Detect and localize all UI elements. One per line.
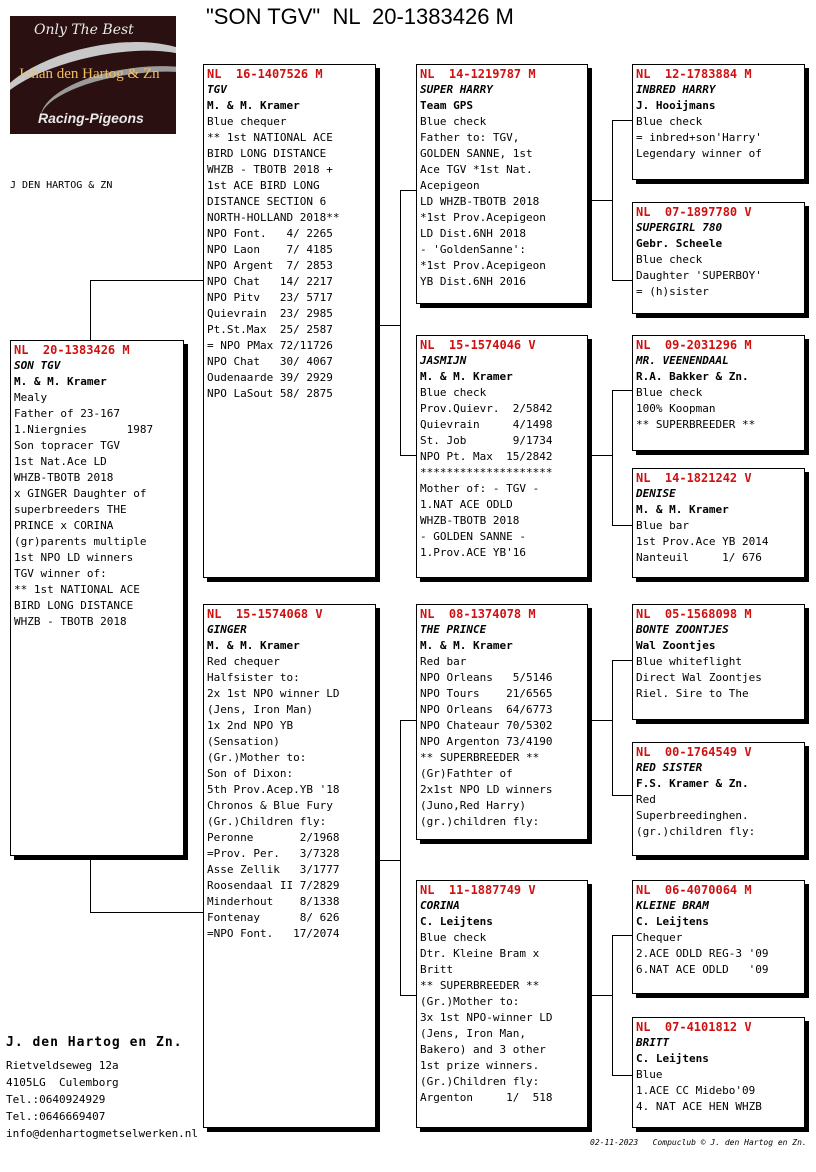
logo-tagline: Only The Best [34,22,134,38]
pigeon-detail-line: Legendary winner of [636,147,762,160]
pigeon-detail-line: ** 1st NATIONAL ACE [207,131,333,144]
pigeon-detail-line: x GINGER Daughter of [14,487,147,500]
breeder-name: M. & M. Kramer [420,639,513,652]
connector [400,720,417,721]
connector [612,120,632,121]
pigeon-detail-line: Red chequer [207,655,280,668]
connector [90,912,205,913]
pigeon-detail-line: Chequer [636,931,683,944]
pigeon-detail-line: Riel. Sire to The [636,687,749,700]
pigeon-name: THE PRINCE [420,623,487,636]
ring-number: NL 07-4101812 V [636,1020,752,1034]
pigeon-detail-line: 6.NAT ACE ODLD '09 [636,963,769,976]
connector [90,280,91,340]
ring-number: NL 14-1821242 V [636,471,752,485]
pigeon-detail-line: (Gr.)Children fly: [207,815,327,828]
pigeon-detail-line: DISTANCE SECTION 6 [207,195,327,208]
pigeon-detail-line: GOLDEN SANNE, 1st [420,147,533,160]
connector [588,455,612,456]
pigeon-detail-line: WHZB - TBOTB 2018 [14,615,127,628]
connector [376,860,400,861]
pigeon-detail-line: - 'GoldenSanne': [420,243,526,256]
pigeon-name: SUPERGIRL 780 [636,221,723,234]
ring-number: NL 16-1407526 M [207,67,323,81]
pigeon-detail-line: NORTH-HOLLAND 2018** [207,211,340,224]
pigeon-detail-line: YB Dist.6NH 2016 [420,275,526,288]
breeder-name: F.S. Kramer & Zn. [636,777,749,790]
pigeon-detail-line: 2x1st NPO LD winners [420,783,553,796]
pigeon-name: SUPER HARRY [420,83,493,96]
connector [376,325,400,326]
pigeon-card-father-father [416,64,588,304]
pigeon-card-mf-mother [632,742,805,856]
pigeon-detail-line: NPO Argent 7/ 2853 [207,259,333,272]
breeder-name: R.A. Bakker & Zn. [636,370,749,383]
pigeon-name: INBRED HARRY [636,83,716,96]
pigeon-detail-line: 1st Nat.Ace LD [14,455,107,468]
pigeon-detail-line: 1st NPO LD winners [14,551,134,564]
pigeon-detail-line: 2x 1st NPO winner LD [207,687,340,700]
breeder-name: C. Leijtens [420,915,493,928]
pigeon-detail-line: ** SUPERBREEDER ** [420,751,540,764]
pigeon-detail-line: superbreeders THE [14,503,127,516]
pigeon-detail-line: Bakero) and 3 other [420,1043,546,1056]
pigeon-detail-line: 1st ACE BIRD LONG [207,179,320,192]
pigeon-detail-line: 1st prize winners. [420,1059,540,1072]
pigeon-detail-line: (Gr)Fathter of [420,767,513,780]
pigeon-detail-line: NPO Chat 14/ 2217 [207,275,333,288]
pigeon-name: JASMIJN [420,354,467,367]
pigeon-detail-line: 1.Prov.ACE YB'16 [420,546,526,559]
pigeon-detail-line: Blue chequer [207,115,287,128]
pigeon-name: MR. VEENENDAAL [636,354,729,367]
pigeon-detail-line: *1st Prov.Acepigeon [420,211,546,224]
pigeon-detail-line: NPO Pt. Max 15/2842 [420,450,553,463]
pigeon-detail-line: Son of Dixon: [207,767,294,780]
pigeon-card-fm-father [632,335,805,451]
pigeon-detail-line: Mother of: - TGV - [420,482,540,495]
breeder-name: M. & M. Kramer [636,503,729,516]
pigeon-detail-line: *1st Prov.Acepigeon [420,259,546,272]
breeder-logo [10,16,176,134]
contact-name: J. den Hartog en Zn. [6,1035,183,1050]
ring-number: NL 15-1574068 V [207,607,323,621]
connector [612,660,613,795]
ring-number: NL 20-1383426 M [14,343,130,357]
ring-number: NL 12-1783884 M [636,67,752,81]
print-footer: 02-11-2023 Compuclub © J. den Hartog en Zn. [590,1138,807,1147]
pigeon-detail-line: Father to: TGV, [420,131,520,144]
connector [90,856,91,913]
pigeon-detail-line: Red bar [420,655,467,668]
pigeon-detail-line: St. Job 9/1734 [420,434,553,447]
pigeon-detail-line: Mealy [14,391,48,404]
breeder-name: M. & M. Kramer [420,370,513,383]
pigeon-detail-line: Blue check [636,253,703,266]
pigeon-detail-line: 100% Koopman [636,402,716,415]
pigeon-detail-line: NPO Orleans 5/5146 [420,671,553,684]
pigeon-card-subject [10,340,184,856]
pigeon-detail-line: Quievrain 23/ 2985 [207,307,333,320]
connector [612,390,613,525]
connector [612,935,632,936]
pigeon-detail-line: Oudenaarde 39/ 2929 [207,371,333,384]
pigeon-name: BONTE ZOONTJES [636,623,729,636]
ring-number: NL 07-1897780 V [636,205,752,219]
connector [612,935,613,1075]
pigeon-card-mother-mother [416,880,588,1128]
pigeon-detail-line: ******************** [420,466,553,479]
pigeon-detail-line: Father of 23-167 [14,407,120,420]
pigeon-detail-line: NPO Font. 4/ 2265 [207,227,333,240]
connector [612,525,632,526]
pigeon-detail-line: Red [636,793,656,806]
ring-number: NL 08-1374078 M [420,607,536,621]
pigeon-detail-line: Superbreedinghen. [636,809,749,822]
connector [400,190,401,455]
pigeon-name: BRITT [636,1036,670,1049]
pigeon-detail-line: Blue bar [636,519,689,532]
contact-address: Rietveldseweg 12a [6,1059,119,1072]
breeder-name: M. & M. Kramer [207,99,300,112]
pigeon-card-ff-mother [632,202,805,314]
ring-number: NL 14-1219787 M [420,67,536,81]
pigeon-detail-line: BIRD LONG DISTANCE [14,599,134,612]
pigeon-card-father [203,64,376,578]
pigeon-detail-line: NPO Chat 30/ 4067 [207,355,333,368]
pigeon-name: KLEINE BRAM [636,899,709,912]
pigeon-detail-line: Blue check [420,115,487,128]
pigeon-detail-line: Minderhout 8/1338 [207,895,340,908]
breeder-name: J. Hooijmans [636,99,716,112]
connector [612,280,632,281]
pigeon-detail-line: (gr.)children fly: [636,825,756,838]
pigeon-name: GINGER [207,623,247,636]
connector [400,720,401,995]
pigeon-detail-line: Ace TGV *1st Nat. [420,163,533,176]
connector [400,455,417,456]
pigeon-detail-line: =NPO Font. 17/2074 [207,927,340,940]
pigeon-detail-line: 5th Prov.Acep.YB '18 [207,783,340,796]
pigeon-detail-line: ** 1st NATIONAL ACE [14,583,140,596]
pigeon-card-mother-father [416,604,588,840]
pigeon-detail-line: Blue check [636,115,703,128]
connector [400,190,417,191]
pigeon-detail-line: (Jens, Iron Man) [207,703,313,716]
pigeon-detail-line: = inbred+son'Harry' [636,131,762,144]
pigeon-detail-line: Direct Wal Zoontjes [636,671,762,684]
breeder-name: Gebr. Scheele [636,237,723,250]
pigeon-detail-line: NPO Orleans 64/6773 [420,703,553,716]
pigeon-detail-line: LD Dist.6NH 2018 [420,227,526,240]
ring-number: NL 09-2031296 M [636,338,752,352]
pigeon-detail-line: TGV winner of: [14,567,107,580]
pigeon-card-mf-father [632,604,805,720]
connector [612,660,632,661]
pigeon-card-fm-mother [632,468,805,578]
pigeon-detail-line: 1x 2nd NPO YB [207,719,294,732]
contact-block [6,1034,198,1142]
pigeon-name: TGV [207,83,227,96]
pigeon-detail-line: Argenton 1/ 518 [420,1091,553,1104]
pigeon-detail-line: NPO Tours 21/6565 [420,687,553,700]
breeder-name: C. Leijtens [636,915,709,928]
contact-email: info@denhartogmetselwerken.nl [6,1127,199,1140]
breeder-name: Wal Zoontjes [636,639,716,652]
pigeon-detail-line: Roosendaal II 7/2829 [207,879,340,892]
pigeon-detail-line: Prov.Quievr. 2/5842 [420,402,553,415]
pigeon-detail-line: (Gr.)Mother to: [207,751,307,764]
pigeon-detail-line: Blue whiteflight [636,655,742,668]
connector [612,795,632,796]
pigeon-detail-line: Blue [636,1068,663,1081]
pigeon-card-father-mother [416,335,588,578]
pigeon-detail-line: ** SUPERBREEDER ** [636,418,756,431]
pigeon-name: CORINA [420,899,460,912]
pigeon-detail-line: (Jens, Iron Man, [420,1027,526,1040]
pigeon-detail-line: Asse Zellik 3/1777 [207,863,340,876]
pigeon-detail-line: Britt [420,963,454,976]
pigeon-detail-line: WHZB - TBOTB 2018 + [207,163,333,176]
connector [588,995,612,996]
pigeon-detail-line: (gr)parents multiple [14,535,147,548]
pigeon-detail-line: = (h)sister [636,285,709,298]
pigeon-detail-line: =Prov. Per. 3/7328 [207,847,340,860]
pigeon-detail-line: Blue check [420,386,487,399]
pigeon-detail-line: Peronne 2/1968 [207,831,340,844]
pigeon-detail-line: Daughter 'SUPERBOY' [636,269,762,282]
pigeon-detail-line: 1.Niergnies 1987 [14,423,154,436]
breeder-name: Team GPS [420,99,473,112]
pigeon-detail-line: NPO Chateaur 70/5302 [420,719,553,732]
connector [612,120,613,280]
pigeon-detail-line: Blue check [636,386,703,399]
connector [588,720,612,721]
pigeon-detail-line: 1st Prov.Ace YB 2014 [636,535,769,548]
pigeon-detail-line: Quievrain 4/1498 [420,418,553,431]
pigeon-detail-line: 2.ACE ODLD REG-3 '09 [636,947,769,960]
pigeon-detail-line: Son topracer TGV [14,439,120,452]
pigeon-detail-line: (Gr.)Mother to: [420,995,520,1008]
pigeon-detail-line: - GOLDEN SANNE - [420,530,526,543]
pigeon-detail-line: NPO Laon 7/ 4185 [207,243,333,256]
pigeon-card-mother [203,604,376,1128]
contact-city: 4105LG Culemborg [6,1076,119,1089]
pigeon-detail-line: 4. NAT ACE HEN WHZB [636,1100,762,1113]
pigeon-detail-line: Fontenay 8/ 626 [207,911,340,924]
pedigree-title: "SON TGV" NL 20-1383426 M [206,4,514,29]
connector [90,280,205,281]
breeder-name: C. Leijtens [636,1052,709,1065]
owner-tag: J DEN HARTOG & ZN [10,180,113,191]
breeder-name: M. & M. Kramer [14,375,107,388]
pigeon-detail-line: Halfsister to: [207,671,300,684]
pigeon-detail-line: NPO Argenton 73/4190 [420,735,553,748]
pigeon-detail-line: (Juno,Red Harry) [420,799,526,812]
pigeon-detail-line: WHZB-TBOTB 2018 [14,471,114,484]
pigeon-detail-line: (Sensation) [207,735,280,748]
pigeon-detail-line: 1.ACE CC Midebo'09 [636,1084,756,1097]
pigeon-detail-line: LD WHZB-TBOTB 2018 [420,195,540,208]
connector [612,390,632,391]
pigeon-detail-line: WHZB-TBOTB 2018 [420,514,520,527]
pigeon-detail-line: (gr.)children fly: [420,815,540,828]
ring-number: NL 15-1574046 V [420,338,536,352]
pigeon-detail-line: ** SUPERBREEDER ** [420,979,540,992]
pigeon-detail-line: Pt.St.Max 25/ 2587 [207,323,333,336]
pigeon-detail-line: 1.NAT ACE ODLD [420,498,513,511]
ring-number: NL 06-4070064 M [636,883,752,897]
pigeon-detail-line: NPO LaSout 58/ 2875 [207,387,333,400]
pigeon-name: DENISE [636,487,676,500]
ring-number: NL 05-1568098 M [636,607,752,621]
connector [400,995,417,996]
ring-number: NL 11-1887749 V [420,883,536,897]
pigeon-detail-line: 3x 1st NPO-winner LD [420,1011,553,1024]
pigeon-detail-line: Nanteuil 1/ 676 [636,551,762,564]
contact-phone: Tel.:0646669407 [6,1110,106,1123]
pigeon-card-ff-father [632,64,805,180]
pigeon-detail-line: NPO Pitv 23/ 5717 [207,291,333,304]
pigeon-name: SON TGV [14,359,61,372]
pigeon-detail-line: (Gr.)Children fly: [420,1075,540,1088]
pigeon-detail-line: Dtr. Kleine Bram x [420,947,540,960]
logo-subline: Racing-Pigeons [38,110,144,126]
connector [612,1075,632,1076]
pigeon-detail-line: Chronos & Blue Fury [207,799,333,812]
pigeon-detail-line: Blue check [420,931,487,944]
logo-name: Johan den Hartog & Zn [18,66,160,82]
contact-phone: Tel.:0640924929 [6,1093,106,1106]
breeder-name: M. & M. Kramer [207,639,300,652]
pigeon-detail-line: PRINCE x CORINA [14,519,114,532]
pigeon-card-mm-father [632,880,805,994]
connector [588,200,612,201]
ring-number: NL 00-1764549 V [636,745,752,759]
pigeon-detail-line: BIRD LONG DISTANCE [207,147,327,160]
pigeon-card-mm-mother [632,1017,805,1128]
pigeon-name: RED SISTER [636,761,703,774]
pigeon-detail-line: Acepigeon [420,179,480,192]
pigeon-detail-line: = NPO PMax 72/11726 [207,339,333,352]
